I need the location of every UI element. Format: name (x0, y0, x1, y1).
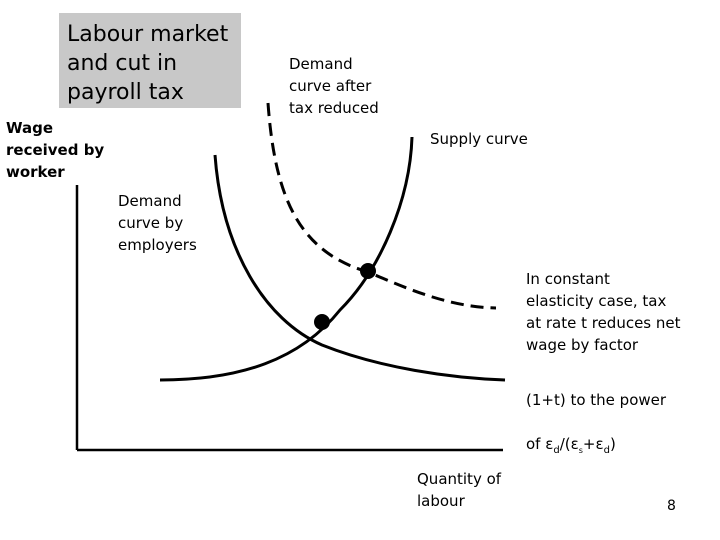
note-formula: of $\varepsilon_d/(\varepsilon_s+\varepsilon_d)$ (526, 435, 616, 456)
slide-title: Labour market and cut in payroll tax (67, 22, 229, 105)
note-paragraph-2 (526, 367, 666, 458)
demand-employers-label: Demand curve by employers (118, 192, 197, 254)
demand-curve-employers (215, 155, 505, 380)
supply-curve (160, 137, 412, 380)
note-line-power: (1+t) to the power (526, 391, 667, 409)
equilibrium-point-before (314, 314, 330, 330)
note-paragraph-1: In constant elasticity case, tax at rate t reduces net wage by factor (526, 270, 681, 354)
demand-after-tax-label: Demand curve after tax reduced (289, 55, 379, 117)
y-axis-label: Wage received by worker (6, 119, 105, 181)
supply-curve-label: Supply curve (430, 130, 528, 148)
equilibrium-point-after (360, 263, 376, 279)
x-axis-label: Quantity of labour (417, 470, 502, 510)
page-number: 8 (667, 498, 676, 514)
